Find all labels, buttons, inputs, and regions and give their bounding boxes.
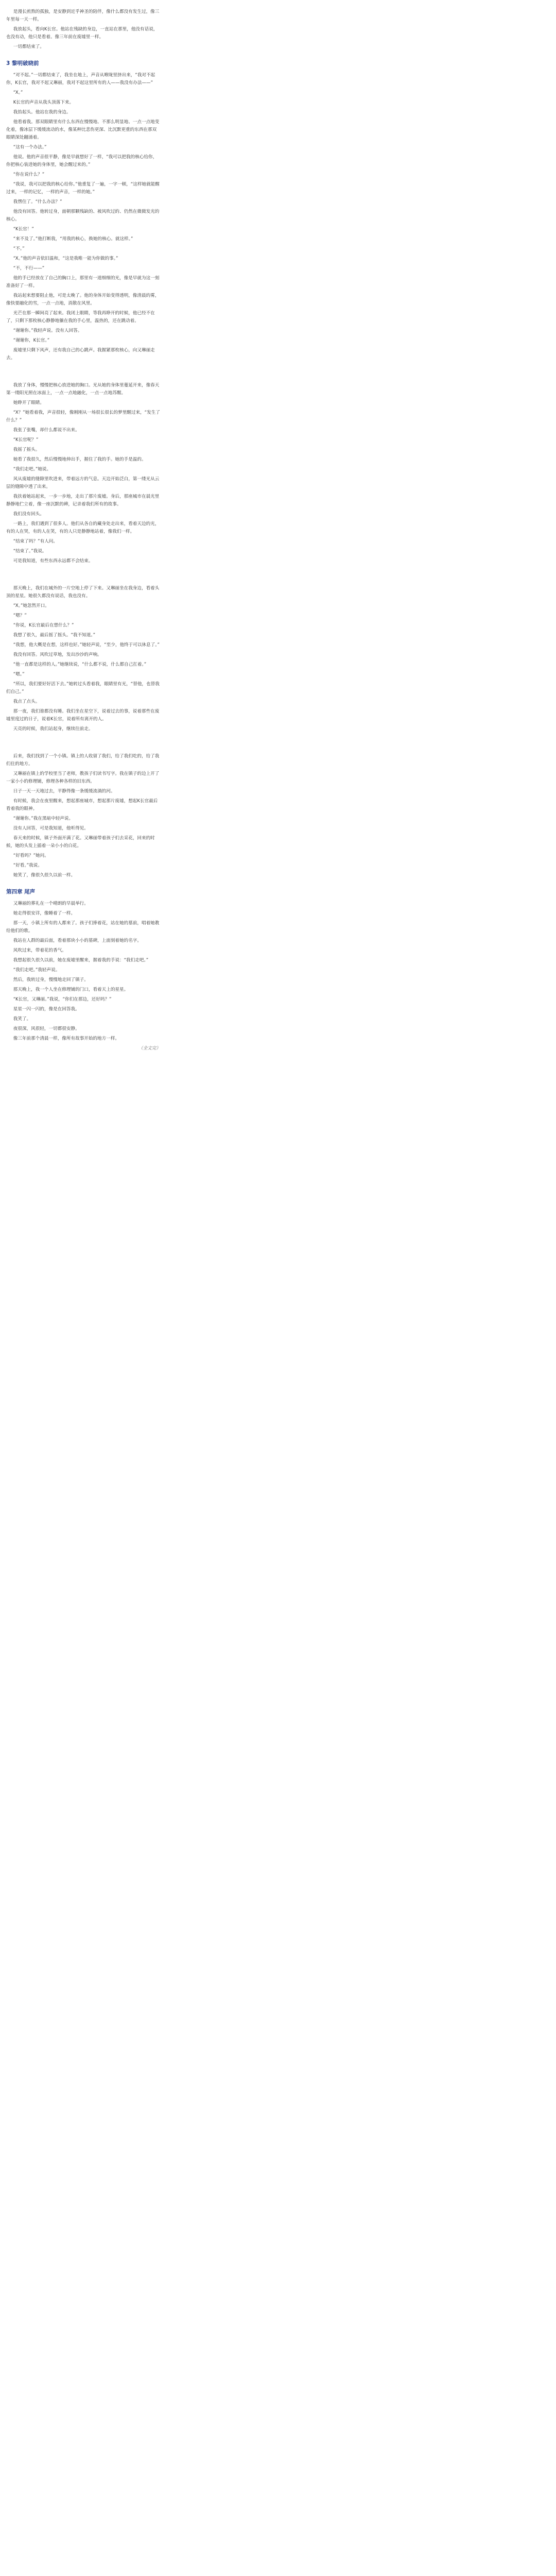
- paragraph: 那天晚上，我一个人坐在修理铺的门口，看着天上的星星。: [13, 987, 129, 992]
- paragraph: “谢谢你，K长官。”: [13, 338, 50, 343]
- paragraph: 我扶着她站起来，一步一步地，走出了那片废墟。身后，那座城市在晨光里静静地伫立着，像一座沉默的碑，记录着我们所有的故事。: [6, 494, 160, 507]
- paragraph: “X。”他的声音依旧温和，“这是我唯一能为你做的事。”: [13, 256, 118, 261]
- paragraph: “K长官，又琳丽。”我说，“你们在那边，还好吗？”: [13, 997, 112, 1002]
- paragraph: “这有一个办法。”: [13, 145, 47, 150]
- paragraph: “结束了。”我说。: [13, 549, 47, 554]
- paragraph: “好看吗？”她问。: [13, 853, 49, 858]
- paragraph: “结束了吗？”有人问。: [13, 539, 58, 544]
- paragraph: 又琳丽的葬礼在一个晴朗的早晨举行。: [13, 901, 89, 906]
- paragraph: “他一直都是这样的人。”她继续说，“什么都不说，什么都自己扛着。”: [13, 662, 147, 667]
- paragraph: “不。”: [13, 246, 25, 251]
- paragraph: “所以，我们要好好活下去。”她转过头看着我，眼睛里有光，“替他，也替我们自己。”: [6, 682, 160, 694]
- section-2: [6, 59, 161, 362]
- paragraph: “嗯。”: [13, 672, 25, 677]
- paragraph: “对不起。”一切都结束了，我坐在地上，声音从喉咙里挤出来，“我对不起你，K长官，我对不起又琳丽，我对不起这里所有的人——我没有办法——”: [6, 73, 155, 86]
- paragraph: 然后，我转过身，慢慢地走回了镇子。: [13, 977, 89, 982]
- paragraph: 夜很深，风很轻，一切都很安静。: [13, 1026, 80, 1031]
- paragraph: 我想起很久很久以前，她在废墟里醒来，握着我的手说：“我们走吧。”: [13, 958, 149, 963]
- section-6: [6, 888, 161, 1043]
- paragraph: 那一天，小镇上所有的人都来了。孩子们捧着花，站在她的墓前，唱着她教给他们的歌。: [6, 921, 160, 934]
- paragraph: 我站起来想要阻止他，可是太晚了。他的身体开始变得透明，像清晨的雾，像快要融化的雪，一点一点地，消散在风里。: [6, 293, 160, 306]
- paragraph: 我放起头，看向K长官。他站在残缺的身边，一直站在那里，他没有话说，也没有动，他只是看着。像三年前在废墟里一样。: [6, 27, 158, 40]
- paragraph: K长官的声音从我头顶落下来。: [13, 100, 74, 105]
- paragraph: “来不及了。”他打断我，“用我的核心，换她的核心。就这样。”: [13, 236, 133, 242]
- paragraph: 春天来的时候，镇子外面开满了花。又琳丽带着孩子们去采花，回来的时候，她的头发上插着一朵小小的白花。: [6, 836, 155, 849]
- section-5: [6, 753, 161, 879]
- paragraph: “不，不行——”: [13, 266, 45, 271]
- section-gap: [6, 735, 161, 753]
- paragraph: 我点了点头。: [13, 699, 40, 704]
- paragraph: 后来，我们找到了一个小镇。镇上的人收留了我们，给了我们吃的，给了我们住的地方。: [6, 754, 160, 767]
- paragraph: 那一夜，我们谁都没有睡。我们坐在星空下，说着过去的事，说着那些在废墟里度过的日子，说着K长官，说着所有离开的人。: [6, 709, 160, 722]
- paragraph: “X。”她忽然开口。: [13, 603, 49, 608]
- paragraph: “你说，K长官最后在想什么？”: [13, 623, 74, 628]
- paragraph: “我说，我可以把我的核心给你。”他重复了一遍，一字一顿，“这样她就能醒过来，一样的记忆，一样的声音，一样的她。”: [6, 182, 160, 195]
- section-heading: 3 黎明破晓前: [6, 60, 39, 66]
- paragraph: 她看了我很久，然后慢慢地伸出手，握住了我的手。她的手是温的。: [13, 457, 146, 462]
- paragraph: 又琳丽在镇上的学校里当了老师，教孩子们读书写字。我在镇子的边上开了一家小小的修理铺，修理各种各样的旧东西。: [6, 771, 160, 784]
- paragraph: 是漫长煎熬的孤独，是安静到近乎神圣的陪伴，像什么都没有发生过，像三年里每一天一样。: [6, 9, 160, 22]
- paragraph: 他看着我。那双眼睛里有什么东西在慢慢地、不那么明显地、一点一点地变化着，像冰层下缓缓流动的水，像某种比悲伤更深、比沉默更重的东西在那双眼睛深处翻涌着。: [6, 120, 160, 140]
- section-gap: [6, 567, 161, 585]
- paragraph: “X。”: [13, 90, 23, 95]
- section-1: [6, 8, 161, 51]
- paragraph: “K长官呢？”: [13, 437, 39, 443]
- paragraph: 我放了身体，慢慢把核心放进她的胸口。光从她的身体里蔓延开来，像春天第一缕阳光照在冰面上，一点一点地融化，一点一点地苏醒。: [6, 383, 160, 396]
- paragraph: “我们走吧。”我轻声说。: [13, 968, 60, 973]
- paragraph: 星星一闪一闪的，像是在回答我。: [13, 1007, 80, 1012]
- paragraph: 他的手已经放在了自己的胸口上，那里有一道细细的光，像是早就为这一刻准备好了一样。: [6, 276, 160, 289]
- paragraph: 我摇了摇头。: [13, 447, 40, 452]
- paragraph: 他说。他的声音很平静，像是早就想好了一样，“我可以把我的核心给你，你把核心装进她的身体里，她会醒过来的。”: [6, 155, 158, 167]
- paragraph: “谢谢你。”我在黑暗中轻声说。: [13, 816, 74, 821]
- paragraph: 风从废墟的缝隙里吹进来，带着远方的气息。天边开始泛白，第一缕光从云层的缝隙中透了出来。: [6, 477, 160, 489]
- paragraph: “我想，他大概是在想，这样也好。”她轻声说，“至少，他终于可以休息了。”: [13, 642, 160, 648]
- paragraph: 没有人回答，可是我知道，他听得见。: [13, 826, 89, 831]
- paragraph: 他没有回答。他转过身，面朝那颗残缺的、被风吹过的、仍然在微微发光的核心。: [6, 209, 160, 222]
- paragraph: 我抬起头。他站在我的身边。: [13, 110, 71, 115]
- paragraph: 光芒在那一瞬间亮了起来。我闭上眼睛，等我再睁开的时候，他已经不在了，只剩下那枚核心静静地躺在我的手心里，温热的，还在跳动着。: [6, 311, 155, 324]
- paragraph: 我们没有回头。: [13, 512, 44, 517]
- paragraph: “谢谢你。”我轻声说。没有人回答。: [13, 328, 82, 333]
- document-page: [6, 0, 161, 1053]
- paragraph: 一路上，我们遇到了很多人。他们从各自的藏身处走出来，看着天边的光，有的人在哭，有的人在笑，有的人只是静静地站着，像我们一样。: [6, 521, 160, 534]
- paragraph: 像三年前那个清晨一样，像所有故事开始的地方一样。: [13, 1036, 120, 1041]
- paragraph: 我想了很久，最后摇了摇头。“我不知道。”: [13, 633, 96, 638]
- section-4: [6, 585, 161, 733]
- paragraph: 她笑了，像很久很久以前一样。: [13, 873, 76, 878]
- paragraph: 一切都结束了。: [13, 44, 44, 49]
- paragraph: 可是我知道，有些东西永远都不会结束。: [13, 558, 93, 564]
- paragraph: 废墟里只剩下风声，还有我自己的心跳声。我握紧那枚核心，向又琳丽走去。: [6, 348, 155, 361]
- paragraph: 天亮的时候，我们站起身，继续往前走。: [13, 726, 93, 732]
- paragraph: 我张了张嘴，却什么都说不出来。: [13, 428, 80, 433]
- paragraph: “我们走吧。”她说。: [13, 467, 51, 472]
- paragraph: “K长官！”: [13, 227, 34, 232]
- paragraph: “X？”她看着我，声音很轻，像刚刚从一场很长很长的梦里醒过来，“发生了什么？”: [6, 410, 160, 423]
- paragraph: 我笑了。: [13, 1016, 31, 1022]
- paragraph: 那天晚上，我们在城外的一片空地上停了下来。又琳丽坐在我身边，看着头顶的星星。她很久都没有说话，我也没有。: [6, 586, 160, 599]
- section-gap: [6, 364, 161, 382]
- paragraph: “嗯？”: [13, 613, 27, 618]
- paragraph: 有时候，我会在夜里醒来，想起那座城市，想起那片废墟，想起K长官最后看着我的眼神。: [6, 799, 158, 811]
- paragraph: 我愣住了。“什么办法？”: [13, 199, 62, 205]
- paragraph: 日子一天一天地过去，平静得像一条缓缓流淌的河。: [13, 789, 115, 794]
- chapter-heading: 第四章 尾声: [6, 889, 36, 895]
- paragraph: “好看。”我说。: [13, 863, 42, 868]
- paragraph: 她走得很安详，像睡着了一样。: [13, 911, 76, 916]
- section-3: [6, 382, 161, 565]
- paragraph: 我没有回答。风吹过草地，发出沙沙的声响。: [13, 652, 102, 657]
- paragraph: 我站在人群的最后面，看着那块小小的墓碑，上面刻着她的名字。: [13, 938, 142, 943]
- paragraph: 风吹过来，带着花的香气。: [13, 948, 66, 953]
- end-signature: （全文完）: [138, 1046, 161, 1051]
- paragraph: “你在说什么？”: [13, 172, 45, 177]
- paragraph: 她睁开了眼睛。: [13, 400, 44, 405]
